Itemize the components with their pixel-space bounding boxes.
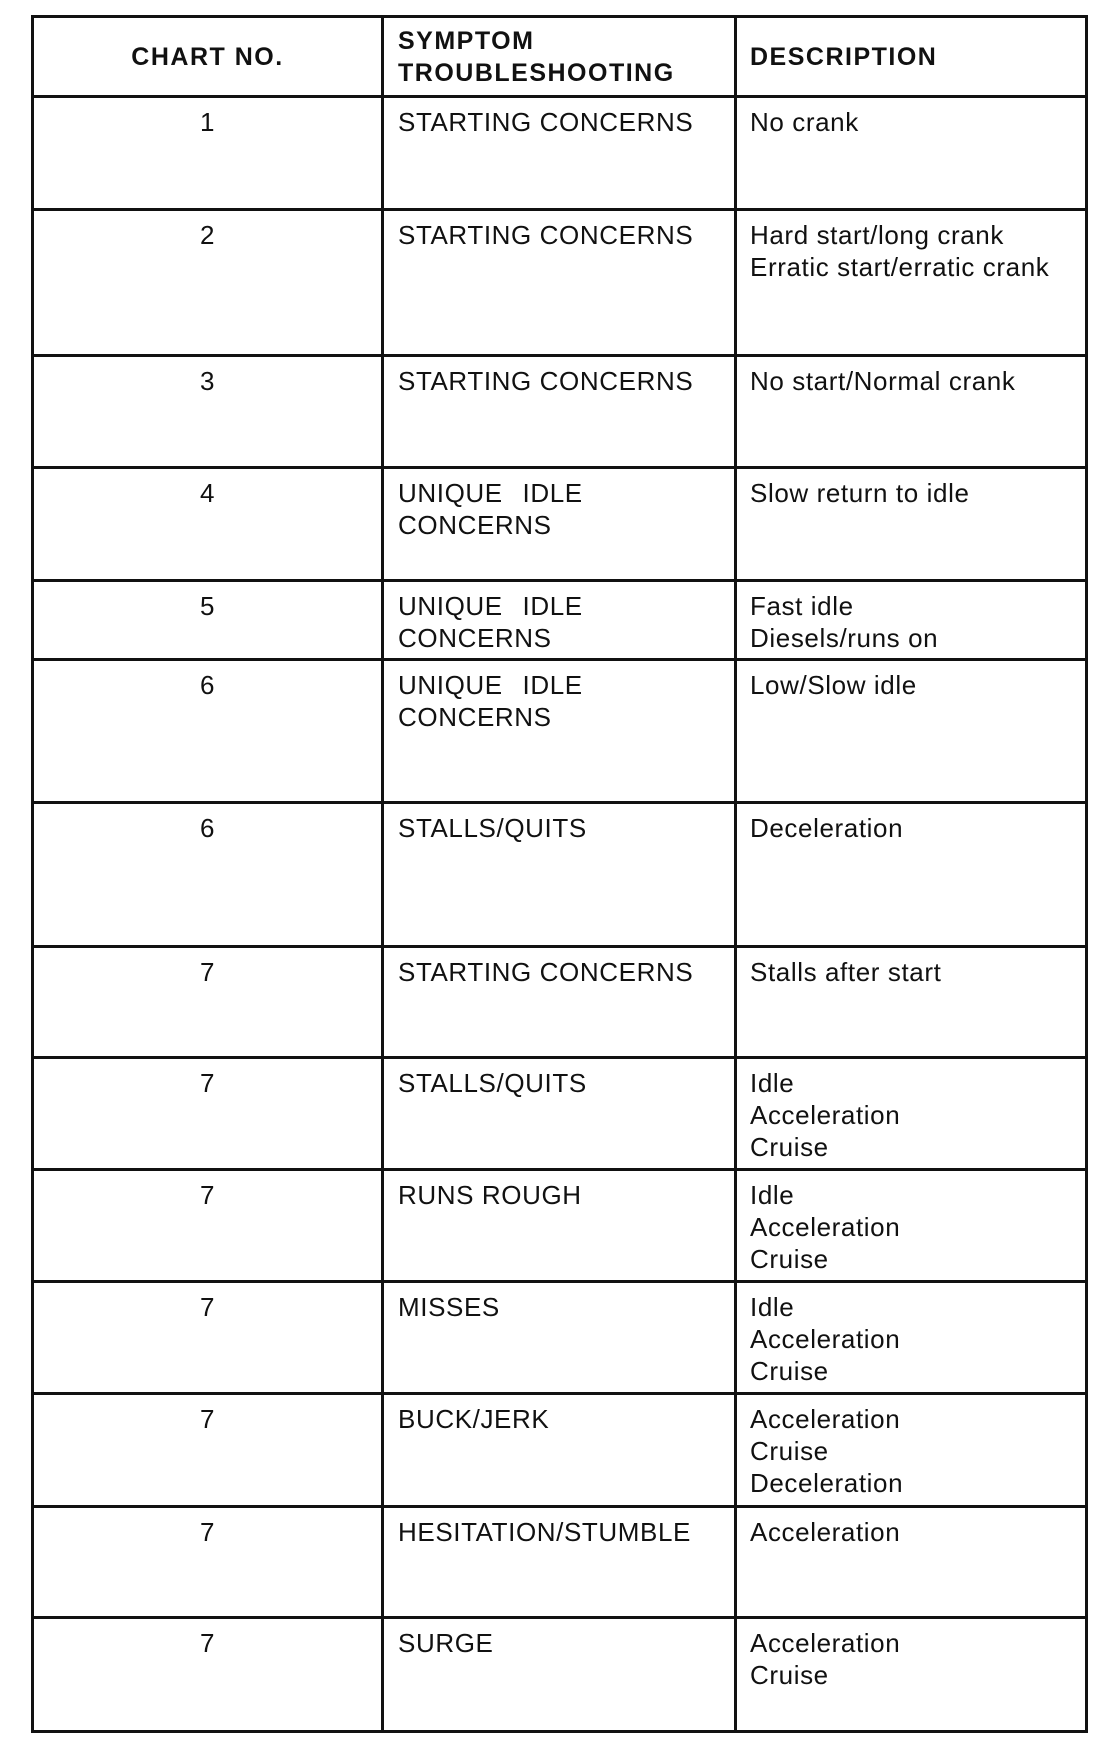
chart-no-cell xyxy=(34,804,384,948)
description-cell xyxy=(737,1059,1088,1171)
table-row xyxy=(34,98,1088,211)
symptom-cell xyxy=(384,1395,737,1508)
chart-no-value: 7 xyxy=(199,1517,216,1547)
table-row xyxy=(34,948,1088,1059)
symptom-text: STARTING CONCERNS xyxy=(398,107,694,137)
chart-no-value: 7 xyxy=(199,1180,216,1210)
header-description-label: DESCRIPTION xyxy=(750,42,938,71)
table-row xyxy=(34,1283,1088,1395)
description-cell xyxy=(737,1619,1088,1733)
description-text: No start/Normal crank xyxy=(750,366,1016,396)
chart-no-cell xyxy=(34,661,384,804)
description-text: Low/Slow idle xyxy=(750,670,917,700)
symptom-cell xyxy=(384,661,737,804)
chart-no-value: 2 xyxy=(199,220,216,250)
chart-no-cell xyxy=(34,469,384,582)
symptom-cell xyxy=(384,948,737,1059)
chart-no-cell xyxy=(34,1283,384,1395)
description-text: Acceleration xyxy=(750,1404,901,1434)
description-text: Deceleration xyxy=(750,813,904,843)
symptom-text: STALLS/QUITS xyxy=(398,1068,587,1098)
table-row xyxy=(34,211,1088,357)
symptom-text: SURGE xyxy=(398,1628,494,1658)
table-row xyxy=(34,582,1088,661)
chart-no-cell xyxy=(34,1059,384,1171)
description-text: Acceleration xyxy=(750,1628,901,1658)
description-cell xyxy=(737,582,1088,661)
symptom-text: UNIQUE IDLE xyxy=(398,591,583,621)
chart-no-value: 5 xyxy=(199,591,216,621)
description-text: Diesels/runs on xyxy=(750,623,939,653)
symptom-text: UNIQUE IDLE xyxy=(398,478,583,508)
description-text: Hard start/long crank xyxy=(750,220,1004,250)
description-text: Erratic start/erratic crank xyxy=(750,252,1050,282)
description-cell xyxy=(737,1508,1088,1619)
symptom-text: HESITATION/STUMBLE xyxy=(398,1517,691,1547)
description-cell xyxy=(737,211,1088,357)
symptom-cell xyxy=(384,1059,737,1171)
symptom-text: CONCERNS xyxy=(398,702,552,732)
table-row xyxy=(34,1059,1088,1171)
description-text: Idle xyxy=(750,1292,795,1322)
description-cell xyxy=(737,1283,1088,1395)
description-text: Acceleration xyxy=(750,1324,901,1354)
description-cell xyxy=(737,98,1088,211)
description-text: No crank xyxy=(750,107,859,137)
header-chart-no-label: CHART NO. xyxy=(131,42,284,71)
description-text: Idle xyxy=(750,1068,795,1098)
chart-no-value: 7 xyxy=(199,957,216,987)
symptom-cell xyxy=(384,1508,737,1619)
symptom-cell xyxy=(384,357,737,469)
table-row xyxy=(34,661,1088,804)
symptom-text: BUCK/JERK xyxy=(398,1404,550,1434)
symptom-text: UNIQUE IDLE xyxy=(398,670,583,700)
description-cell xyxy=(737,357,1088,469)
symptom-cell xyxy=(384,582,737,661)
header-description xyxy=(737,18,1088,98)
description-text: Acceleration xyxy=(750,1212,901,1242)
symptom-text: STARTING CONCERNS xyxy=(398,957,694,987)
description-text: Idle xyxy=(750,1180,795,1210)
header-row xyxy=(34,18,1088,98)
chart-no-value: 6 xyxy=(199,670,216,700)
symptom-text: CONCERNS xyxy=(398,623,552,653)
chart-no-value: 6 xyxy=(199,813,216,843)
description-text: Cruise xyxy=(750,1356,829,1386)
table-row xyxy=(34,1619,1088,1733)
description-text: Acceleration xyxy=(750,1517,901,1547)
chart-no-value: 7 xyxy=(199,1292,216,1322)
chart-no-cell xyxy=(34,1171,384,1283)
description-text: Slow return to idle xyxy=(750,478,970,508)
chart-no-cell xyxy=(34,211,384,357)
chart-no-value: 3 xyxy=(199,366,216,396)
symptom-cell xyxy=(384,211,737,357)
description-text: Cruise xyxy=(750,1132,829,1162)
chart-no-value: 7 xyxy=(199,1404,216,1434)
description-text: Cruise xyxy=(750,1660,829,1690)
chart-no-cell xyxy=(34,1619,384,1733)
table-row xyxy=(34,1508,1088,1619)
description-cell xyxy=(737,661,1088,804)
description-cell xyxy=(737,804,1088,948)
table-row xyxy=(34,357,1088,469)
description-cell xyxy=(737,1171,1088,1283)
symptom-text: STARTING CONCERNS xyxy=(398,220,694,250)
chart-no-cell xyxy=(34,357,384,469)
chart-no-value: 1 xyxy=(199,107,216,137)
symptom-text: CONCERNS xyxy=(398,510,552,540)
chart-no-cell xyxy=(34,1395,384,1508)
chart-no-value: 4 xyxy=(199,478,216,508)
description-cell xyxy=(737,1395,1088,1508)
description-text: Acceleration xyxy=(750,1100,901,1130)
symptom-text: STALLS/QUITS xyxy=(398,813,587,843)
chart-no-cell xyxy=(34,1508,384,1619)
chart-no-value: 7 xyxy=(199,1068,216,1098)
symptom-cell xyxy=(384,1283,737,1395)
chart-no-value: 7 xyxy=(199,1628,216,1658)
symptom-cell xyxy=(384,469,737,582)
symptom-cell xyxy=(384,98,737,211)
symptom-chart-table xyxy=(31,15,1088,1733)
symptom-text: STARTING CONCERNS xyxy=(398,366,694,396)
header-symptom xyxy=(384,18,737,98)
header-symptom-label: TROUBLESHOOTING xyxy=(398,58,675,87)
symptom-cell xyxy=(384,1619,737,1733)
header-chart-no xyxy=(34,18,384,98)
description-text: Stalls after start xyxy=(750,957,942,987)
table-row xyxy=(34,1171,1088,1283)
description-text: Deceleration xyxy=(750,1468,904,1498)
table-row xyxy=(34,804,1088,948)
description-cell xyxy=(737,948,1088,1059)
chart-no-cell xyxy=(34,948,384,1059)
table-row xyxy=(34,469,1088,582)
chart-no-cell xyxy=(34,98,384,211)
symptom-cell xyxy=(384,804,737,948)
symptom-text: RUNS ROUGH xyxy=(398,1180,582,1210)
description-cell xyxy=(737,469,1088,582)
symptom-text: MISSES xyxy=(398,1292,500,1322)
chart-no-cell xyxy=(34,582,384,661)
table-row xyxy=(34,1395,1088,1508)
header-symptom-label: SYMPTOM xyxy=(398,26,535,55)
description-text: Fast idle xyxy=(750,591,854,621)
description-text: Cruise xyxy=(750,1244,829,1274)
description-text: Cruise xyxy=(750,1436,829,1466)
symptom-cell xyxy=(384,1171,737,1283)
